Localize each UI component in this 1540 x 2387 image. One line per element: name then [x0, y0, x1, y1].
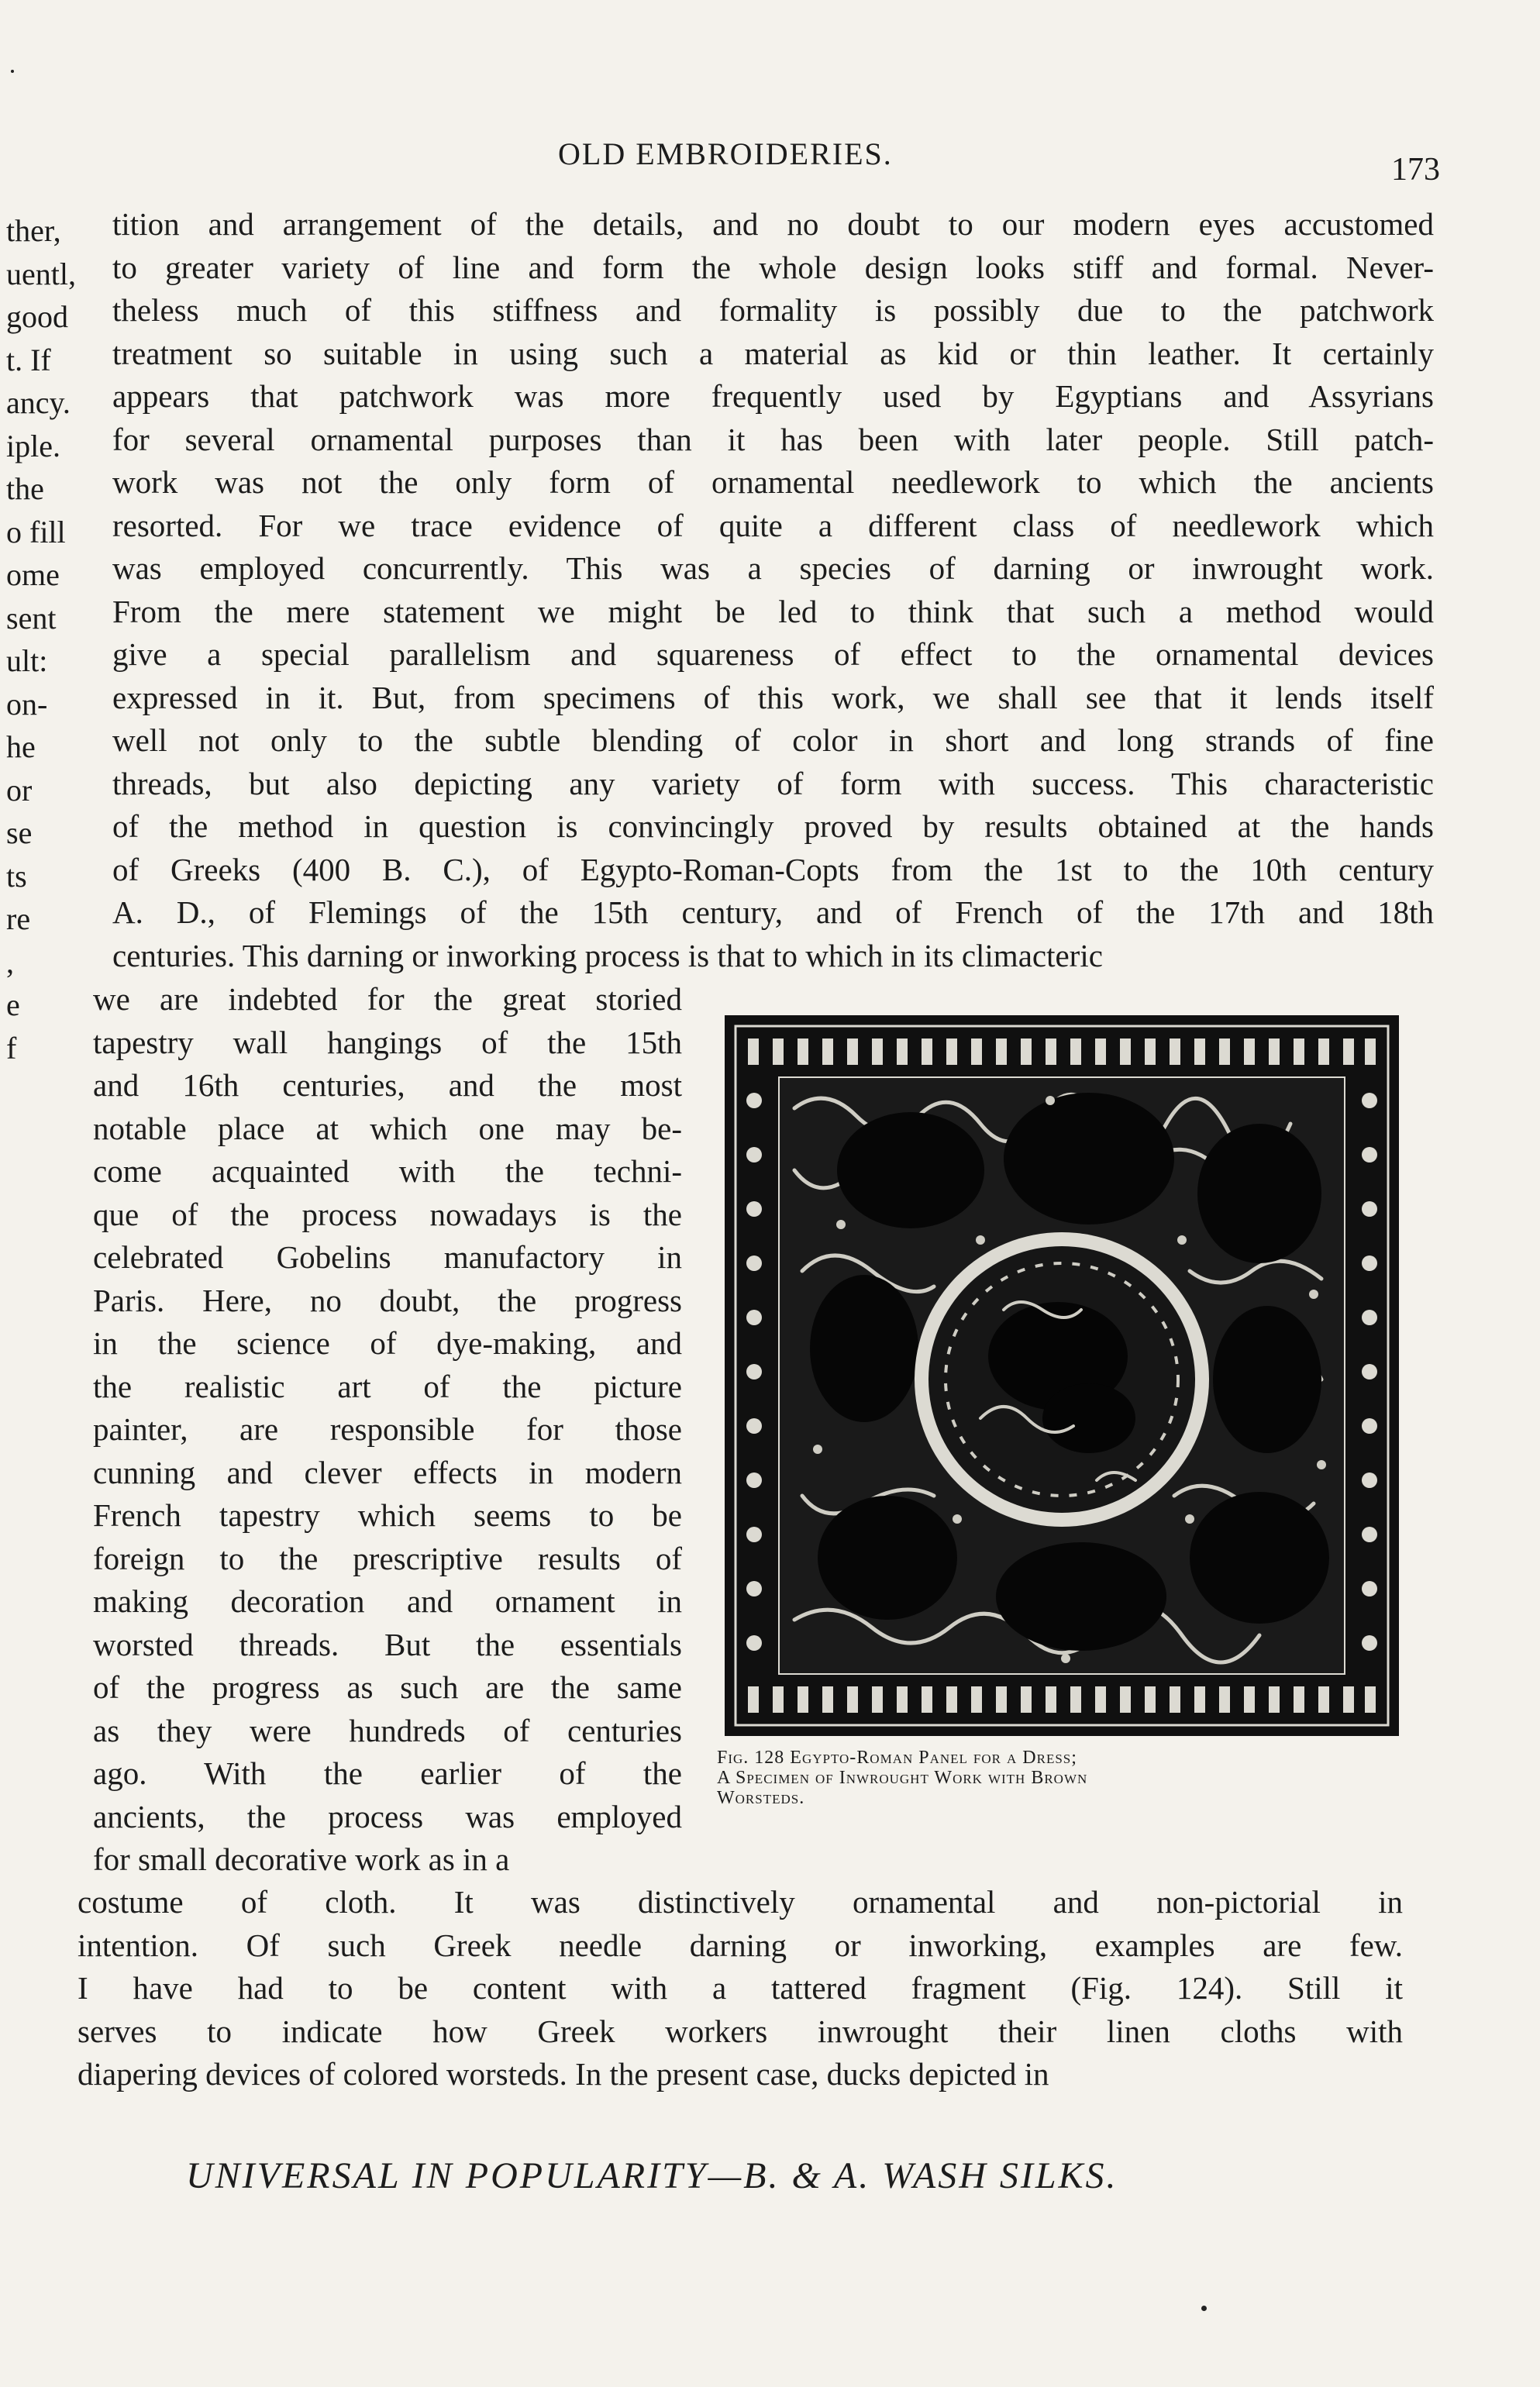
margin-fragment: e: [6, 987, 20, 1022]
text-line: costume of cloth. It was distinctively ornamental and non-pictorial in: [78, 1884, 1403, 1920]
margin-fragment: sent: [6, 600, 57, 636]
text-line: resorted. For we trace evidence of quite a different class of needlework which: [112, 507, 1434, 543]
text-line: of the method in question is convincingly proved by results obtained at the hands: [112, 808, 1434, 844]
text-line: threads, but also depicting any variety of form with success. This characteristic: [112, 765, 1434, 801]
text-line: well not only to the subtle blending of color in short and long strands of fine: [112, 722, 1434, 758]
body-text-top: [112, 203, 1434, 977]
margin-fragment: f: [6, 1030, 17, 1066]
text-line: in the science of dye-making, and: [93, 1325, 682, 1361]
text-line: the realistic art of the picture: [93, 1368, 682, 1404]
text-line: come acquainted with the techni-: [93, 1153, 682, 1189]
text-line: centuries. This darning or inworking process is that to which in its climacteric: [112, 937, 1103, 973]
text-line: expressed in it. But, from specimens of this work, we shall see that it lends itself: [112, 679, 1434, 715]
body-text-bottom: [78, 1881, 1403, 2096]
caption-line: Worsteds.: [717, 1788, 805, 1808]
text-line: was employed concurrently. This was a species of darning or inwrought work.: [112, 550, 1434, 586]
margin-fragment: ts: [6, 858, 27, 894]
text-line: ago. With the earlier of the: [93, 1755, 682, 1791]
margin-fragment: good: [6, 299, 68, 334]
text-line: intention. Of such Greek needle darning or inworking, examples are few.: [78, 1927, 1403, 1963]
text-line: of Greeks (400 B. C.), of Egypto-Roman-Copts from the 1st to the 10th century: [112, 851, 1434, 887]
text-line: A. D., of Flemings of the 15th century, and of French of the 17th and 18th: [112, 894, 1434, 930]
text-line: as they were hundreds of centuries: [93, 1712, 682, 1748]
text-line: tapestry wall hangings of the 15th: [93, 1024, 682, 1060]
caption-line: Fig. 128 Egypto-Roman Panel for a Dress;: [717, 1748, 1077, 1768]
text-line: cunning and clever effects in modern: [93, 1454, 682, 1490]
margin-fragment: ome: [6, 557, 60, 592]
margin-fragment: uentl,: [6, 256, 76, 291]
advertisement-footer: UNIVERSAL IN POPULARITY—B. & A. WASH SILKS.: [186, 2155, 1118, 2196]
text-line: for small decorative work as in a: [93, 1841, 510, 1877]
body-text-narrow: [93, 978, 682, 1882]
text-line: ancients, the process was employed: [93, 1798, 682, 1834]
margin-fragment: iple.: [6, 428, 60, 463]
text-line: for several ornamental purposes than it has been with later people. Still patch-: [112, 421, 1434, 457]
text-line: foreign to the prescriptive results of: [93, 1540, 682, 1576]
text-line: serves to indicate how Greek workers inwrought their linen cloths with: [78, 2013, 1403, 2049]
text-line: tition and arrangement of the details, and no doubt to our modern eyes accustomed: [112, 206, 1434, 242]
text-line: work was not the only form of ornamental needlework to which the ancients: [112, 464, 1434, 500]
margin-fragment: he: [6, 729, 36, 764]
margin-fragment: ancy.: [6, 385, 71, 420]
text-line: I have had to be content with a tattered fragment (Fig. 124). Still it: [78, 1970, 1403, 2006]
text-line: theless much of this stiffness and formality is possibly due to the patchwork: [112, 292, 1434, 328]
text-line: treatment so suitable in using such a material as kid or thin leather. It certainly: [112, 335, 1434, 371]
text-line: we are indebted for the great storied: [93, 981, 682, 1017]
figure-caption: [717, 1748, 1407, 1808]
ink-speck: [1201, 2306, 1207, 2311]
caption-line: A Specimen of Inwrought Work with Brown: [717, 1768, 1088, 1788]
running-head: OLD EMBROIDERIES.: [558, 136, 893, 171]
margin-fragment: t. If: [6, 342, 51, 377]
text-line: and 16th centuries, and the most: [93, 1067, 682, 1103]
text-line: painter, are responsible for those: [93, 1411, 682, 1447]
ink-speck: [11, 70, 14, 73]
text-line: of the progress as such are the same: [93, 1669, 682, 1705]
text-line: Paris. Here, no doubt, the progress: [93, 1282, 682, 1318]
figure-egypto-roman-panel: [725, 1015, 1399, 1736]
text-line: From the mere statement we might be led to think that such a method would: [112, 593, 1434, 629]
margin-fragment: o fill: [6, 514, 66, 549]
tapestry-panel-image: [725, 1015, 1399, 1736]
text-line: worsted threads. But the essentials: [93, 1626, 682, 1662]
text-line: give a special parallelism and squareness of effect to the ornamental devices: [112, 636, 1434, 672]
margin-fragment: re: [6, 901, 31, 936]
margin-fragment: ther,: [6, 213, 61, 248]
text-line: celebrated Gobelins manufactory in: [93, 1239, 682, 1275]
text-line: making decoration and ornament in: [93, 1583, 682, 1619]
margin-fragment: the: [6, 471, 44, 506]
text-line: appears that patchwork was more frequently used by Egyptians and Assyrians: [112, 378, 1434, 414]
margin-fragment: ult:: [6, 643, 48, 678]
page-number: 173: [1391, 152, 1440, 188]
text-line: notable place at which one may be-: [93, 1110, 682, 1146]
text-line: to greater variety of line and form the whole design looks stiff and formal. Never-: [112, 249, 1434, 285]
margin-fragment: ,: [6, 944, 14, 980]
margin-fragment: or: [6, 772, 33, 808]
margin-fragment: se: [6, 815, 33, 850]
text-line: que of the process nowadays is the: [93, 1196, 682, 1232]
text-line: diapering devices of colored worsteds. In the present case, ducks depicted in: [78, 2056, 1049, 2092]
margin-bleed-column: [6, 209, 107, 1070]
text-line: French tapestry which seems to be: [93, 1497, 682, 1533]
margin-fragment: on-: [6, 686, 48, 722]
